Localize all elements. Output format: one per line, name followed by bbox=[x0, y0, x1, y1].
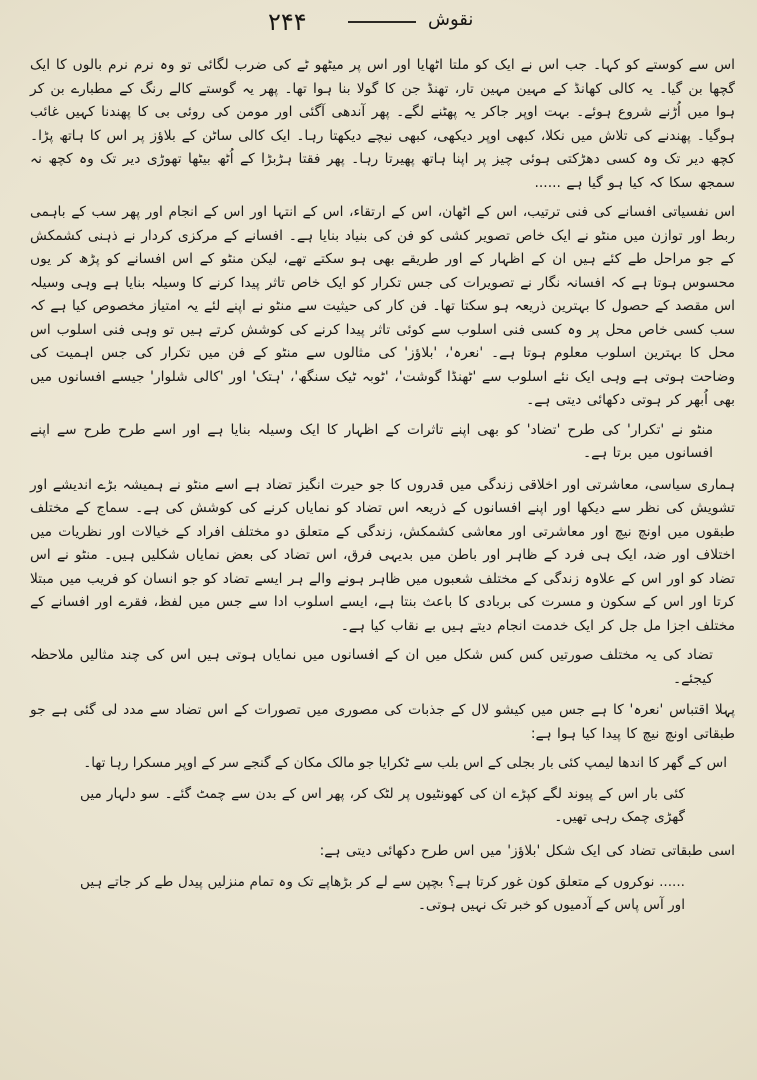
quote-1-line-2: کئی بار اس کے پیوند لگے کپڑے ان کی کھونٹیوں پر لٹک کر، پھر اس کے بدن سے چمٹ گئے۔ سو دلہار میں گھڑی چمک رہی تھیں۔ bbox=[80, 786, 685, 826]
paragraph-5: تضاد کی یہ مختلف صورتیں کس کس شکل میں ان کے افسانوں میں نمایاں ہوتی ہیں اس کی چند مثالیں ملاحظہ کیجئے۔ bbox=[30, 647, 713, 687]
paragraph-3: منٹو نے 'تکرار' کی طرح 'تضاد' کو بھی اپنے تاثرات کے اظہار کا ایک وسیلہ بنایا ہے اور اسے طرح طرح سے اپنے افسانوں میں برتا ہے۔ bbox=[30, 421, 713, 461]
page-header bbox=[0, 8, 757, 42]
paragraph-2: اس نفسیاتی افسانے کی فنی ترتیب، اس کے اٹھان، اس کے ارتقاء، اس کے انتہا اور اس کے انجام اور پھر سب کے باہمی ربط اور توازن میں منٹو نے ایک خاص تصویر کشی کو فن کی بنیاد بنایا ہے۔ افسانے کے مرکزی کردار نے ذہنی کشمکش کے جو مراحل طے کئے ہیں ان کے اظہار کے اور طریقے بھی ہو سکتے تھے، لیکن منٹو کے اس افسانے کو پڑھ کر یوں محسوس ہوتا ہے کہ افسانہ نگار نے تصویرات کی جس تکرار کو ایک خاص تاثر پیدا کرنے کا وسیلہ بنایا ہے وہی وسیلہ اس مقصد کے حصول کا بہترین ذریعہ ہو سکتا تھا۔ فن کار کی حیثیت سے منٹو نے اپنے لئے یہ امتیاز مخصوص کیا ہے کہ سب کسی خاص محل پر وہ کسی فنی اسلوب سے کوئی تاثر پیدا کرنے کی کوشش کرتے ہیں تو وہی فنی اسلوب اس محل کا بہترین اسلوب معلوم ہوتا ہے۔ 'نعرہ'، 'بلاؤز' کی مثالوں سے منٹو کے فن میں تکرار کی جس اہمیت کی وضاحت ہوتی ہے وہی ایک نئے اسلوب سے 'ٹھنڈا گوشت'، 'ٹوبہ ٹیک سنگھ'، 'ہتک' اور 'کالی شلوار' جیسے افسانوں میں بھی اُبھر کر ہوتی دکھائی دیتی ہے۔ bbox=[30, 204, 735, 408]
document-body bbox=[30, 54, 735, 1069]
transition-line: اسی طبقاتی تضاد کی ایک شکل 'بلاؤز' میں اس طرح دکھائی دیتی ہے: bbox=[319, 842, 735, 859]
quote-2: ...... نوکروں کے متعلق کون غور کرتا ہے؟ بچپن سے لے کر بڑھاپے تک وہ تمام منزلیں پیدل طے کر جاتے ہیں اور آس پاس کے آدمیوں کو خبر تک نہیں ہوتی۔ bbox=[80, 874, 685, 914]
journal-title: نقوش bbox=[428, 9, 474, 30]
page-number: ۲۴۴ bbox=[268, 8, 307, 36]
paragraph-6: پہلا اقتباس 'نعرہ' کا ہے جس میں کیشو لال کے جذبات کی مصوری میں تصورات کے اس تضاد سے مدد لی گئی ہے جو طبقاتی اونچ نیچ کا پیدا کیا ہوا ہے: bbox=[30, 702, 735, 742]
paragraph-4: ہماری سیاسی، معاشرتی اور اخلاقی زندگی میں قدروں کا جو حیرت انگیز تضاد ہے اسے منٹو نے ہمیشہ بڑے اندیشے اور تشویش کی نظر سے دیکھا اور اپنے افسانوں کے ذریعہ اس تضاد کو نمایاں کرنے کی کوشش کی ہے۔ سماج کے مختلف طبقوں میں اونچ نیچ اور معاشرتی اور معاشی کشمکش، زندگی کے متعلق دو مختلف افراد کے خیالات اور نظریات میں اختلاف اور ضد، ایک ہی فرد کے ظاہر اور باطن میں بدیہی فرق، اس تضاد کی بعض نمایاں شکلیں ہیں۔ منٹو نے اس تضاد کو اور اس کے علاوہ زندگی کے مختلف شعبوں میں ظاہر ہونے والے ہر ایسے تضاد کو جو انسان کو فریب میں مبتلا کرتا اور اس کے سکون و مسرت کی بربادی کا باعث بنتا ہے، ایسے اسلوب ادا سے جس میں لفظ، فقرے اور افسانے کے مختلف اجزا مل جل کر ایک خدمت انجام دیتے ہیں بے نقاب کیا ہے۔ bbox=[30, 476, 735, 634]
header-divider bbox=[348, 21, 416, 23]
paragraph-1: اس سے کوستے کو کہا۔ جب اس نے ایک کو ملتا اٹھایا اور اس پر میٹھو ٹے کی ضرب لگائی تو وہ نرم نرم بالوں کا ایک گچھا بن گیا۔ یہ کالی کھانڈ کے مہین مہین تار، تھنڈ جن کا گولا بنا ہوا تھا۔ پھر یہ گوستے کالے رنگ کے مطبارے بن کر ہوا میں اُڑنے شروع ہوئے۔ بہت اوپر جاکر یہ پھٹنے لگے۔ پھر آندھی آگئی اور مومن کی روئی بی کا پھندنا کہیں غائب ہوگیا۔ پھندنے کی تلاش میں نکلا، کبھی اوپر دیکھی، کبھی نیچے دیکھتا رہا۔ ایک کالی ساٹن کے بلاؤز پر اس کا ہاتھ پڑا۔ کچھ دیر تک وہ کسی دھڑکتی ہوئی چیز پر اپنا ہاتھ پھیرتا رہا۔ پھر فقتا ہڑبڑا کے اُٹھ بیٹھا تھوڑی دیر تک وہ کچھ نہ سمجھ سکا کہ کیا ہو گیا ہے ...... bbox=[30, 57, 735, 191]
quote-1-line-1: اس کے گھر کا اندھا لیمپ کئی بار بجلی کے اس بلب سے ٹکرایا جو مالک مکان کے گنجے سر کے اوپر مسکرا رہا تھا۔ bbox=[83, 755, 727, 771]
